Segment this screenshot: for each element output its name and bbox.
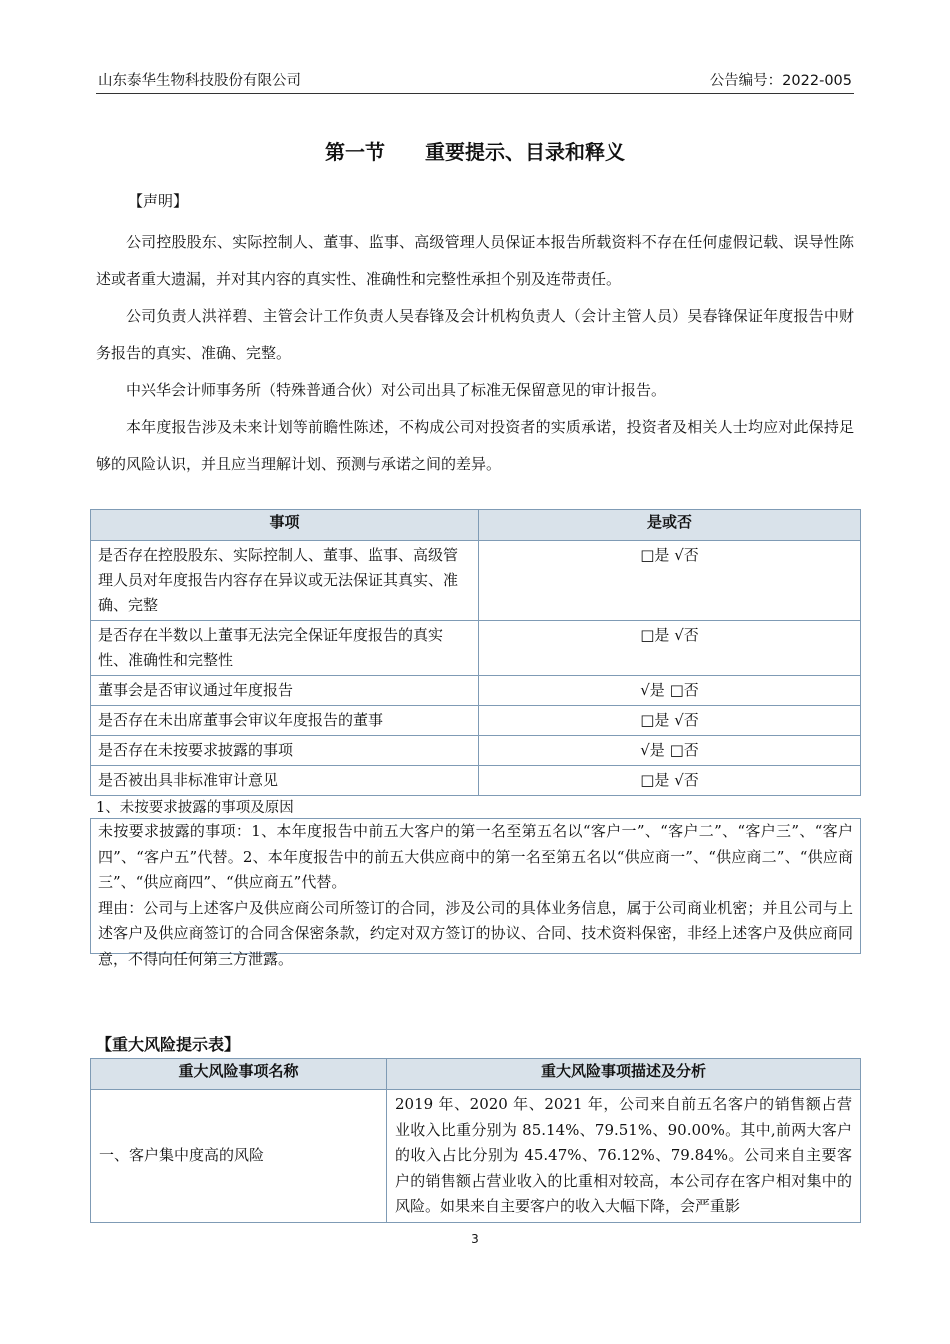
table-header-row: [91, 510, 861, 541]
matter-answer: □是 √否: [479, 706, 861, 736]
header-risk-description: 重大风险事项描述及分析: [387, 1059, 861, 1090]
declaration-paragraph-4: 本年度报告涉及未来计划等前瞻性陈述，不构成公司对投资者的实质承诺，投资者及相关人士均应对此保持足够的风险认识，并且应当理解计划、预测与承诺之间的差异。: [96, 418, 854, 473]
risk-description: 2019 年、2020 年、2021 年，公司来自前五名客户的销售额占营业收入比重分别为 85.14%、79.51%、90.00%。其中,前两大客户的收入占比分别为 45.47%、76.12%、79.84%。公司来自主要客户的销售额占营业收入的比重相对较高，本公司存在客户相对集中的风险。如果来自主要客户的收入大幅下降，会严重影: [387, 1090, 861, 1223]
company-name: 山东泰华生物科技股份有限公司: [98, 73, 301, 89]
declaration-paragraph-3: 中兴华会计师事务所（特殊普通合伙）对公司出具了标准无保留意见的审计报告。: [126, 381, 667, 399]
undisclosed-box: [90, 818, 861, 968]
matter-item: 是否存在未出席董事会审议年度报告的董事: [91, 706, 479, 736]
undisclosed-label: 1、未按要求披露的事项及原因: [96, 800, 294, 816]
matter-item: 是否存在半数以上董事无法完全保证年度报告的真实性、准确性和完整性: [91, 621, 479, 676]
header-risk-name: 重大风险事项名称: [91, 1059, 387, 1090]
matters-table: [90, 509, 861, 796]
table-row: [91, 736, 861, 766]
matter-answer: □是 √否: [479, 541, 861, 621]
risk-table: [90, 1058, 861, 1223]
table-row: [91, 766, 861, 796]
header-item: 事项: [91, 510, 479, 541]
matter-item: 是否存在控股股东、实际控制人、董事、监事、高级管理人员对年度报告内容存在异议或无法保证其真实、准确、完整: [91, 541, 479, 621]
section-number: 第一节: [325, 140, 385, 164]
announcement-number: 公告编号：2022-005: [709, 73, 852, 89]
table-row: [91, 1090, 861, 1223]
section-title: [0, 136, 950, 165]
page-number: 3: [471, 1232, 479, 1246]
declaration-paragraph-1: 公司控股股东、实际控制人、董事、监事、高级管理人员保证本报告所载资料不存在任何虚假记载、误导性陈述或者重大遗漏，并对其内容的真实性、准确性和完整性承担个别及连带责任。: [96, 233, 854, 288]
matter-item: 是否被出具非标准审计意见: [91, 766, 479, 796]
declaration-paragraph-2: 公司负责人洪祥碧、主管会计工作负责人吴春锋及会计机构负责人（会计主管人员）吴春锋保证年度报告中财务报告的真实、准确、完整。: [96, 307, 854, 362]
risk-table-label: 【重大风险提示表】: [96, 1035, 241, 1054]
risk-name: 一、客户集中度高的风险: [91, 1090, 387, 1223]
table-row: [91, 706, 861, 736]
table-header-row: [91, 1059, 861, 1090]
matter-answer: □是 √否: [479, 621, 861, 676]
declaration-body: [96, 224, 854, 483]
table-row: [91, 676, 861, 706]
undisclosed-reason: 理由：公司与上述客户及供应商公司所签订的合同，涉及公司的具体业务信息，属于公司商业机密；并且公司与上述客户及供应商签订的合同含保密条款，约定对双方签订的协议、合同、技术资料保密，非经上述客户及供应商同意，不得向任何第三方泄露。: [98, 898, 853, 968]
section-heading: 重要提示、目录和释义: [425, 140, 625, 164]
header-answer: 是或否: [479, 510, 861, 541]
matter-item: 董事会是否审议通过年度报告: [91, 676, 479, 706]
declaration-label: 【声明】: [128, 192, 189, 210]
page-header: [96, 67, 854, 94]
matter-answer: □是 √否: [479, 766, 861, 796]
table-row: [91, 621, 861, 676]
matter-answer: √是 □否: [479, 736, 861, 766]
undisclosed-matters: 未按要求披露的事项：1、本年度报告中前五大客户的第一名至第五名以“客户一”、“客户二”、“客户三”、“客户四”、“客户五”代替。2、本年度报告中的前五大供应商中的第一名至第五名以“供应商一”、“供应商二”、“供应商三”、“供应商四”、“供应商五”代替。: [98, 822, 853, 891]
matter-item: 是否存在未按要求披露的事项: [91, 736, 479, 766]
matter-answer: √是 □否: [479, 676, 861, 706]
table-row: [91, 541, 861, 621]
